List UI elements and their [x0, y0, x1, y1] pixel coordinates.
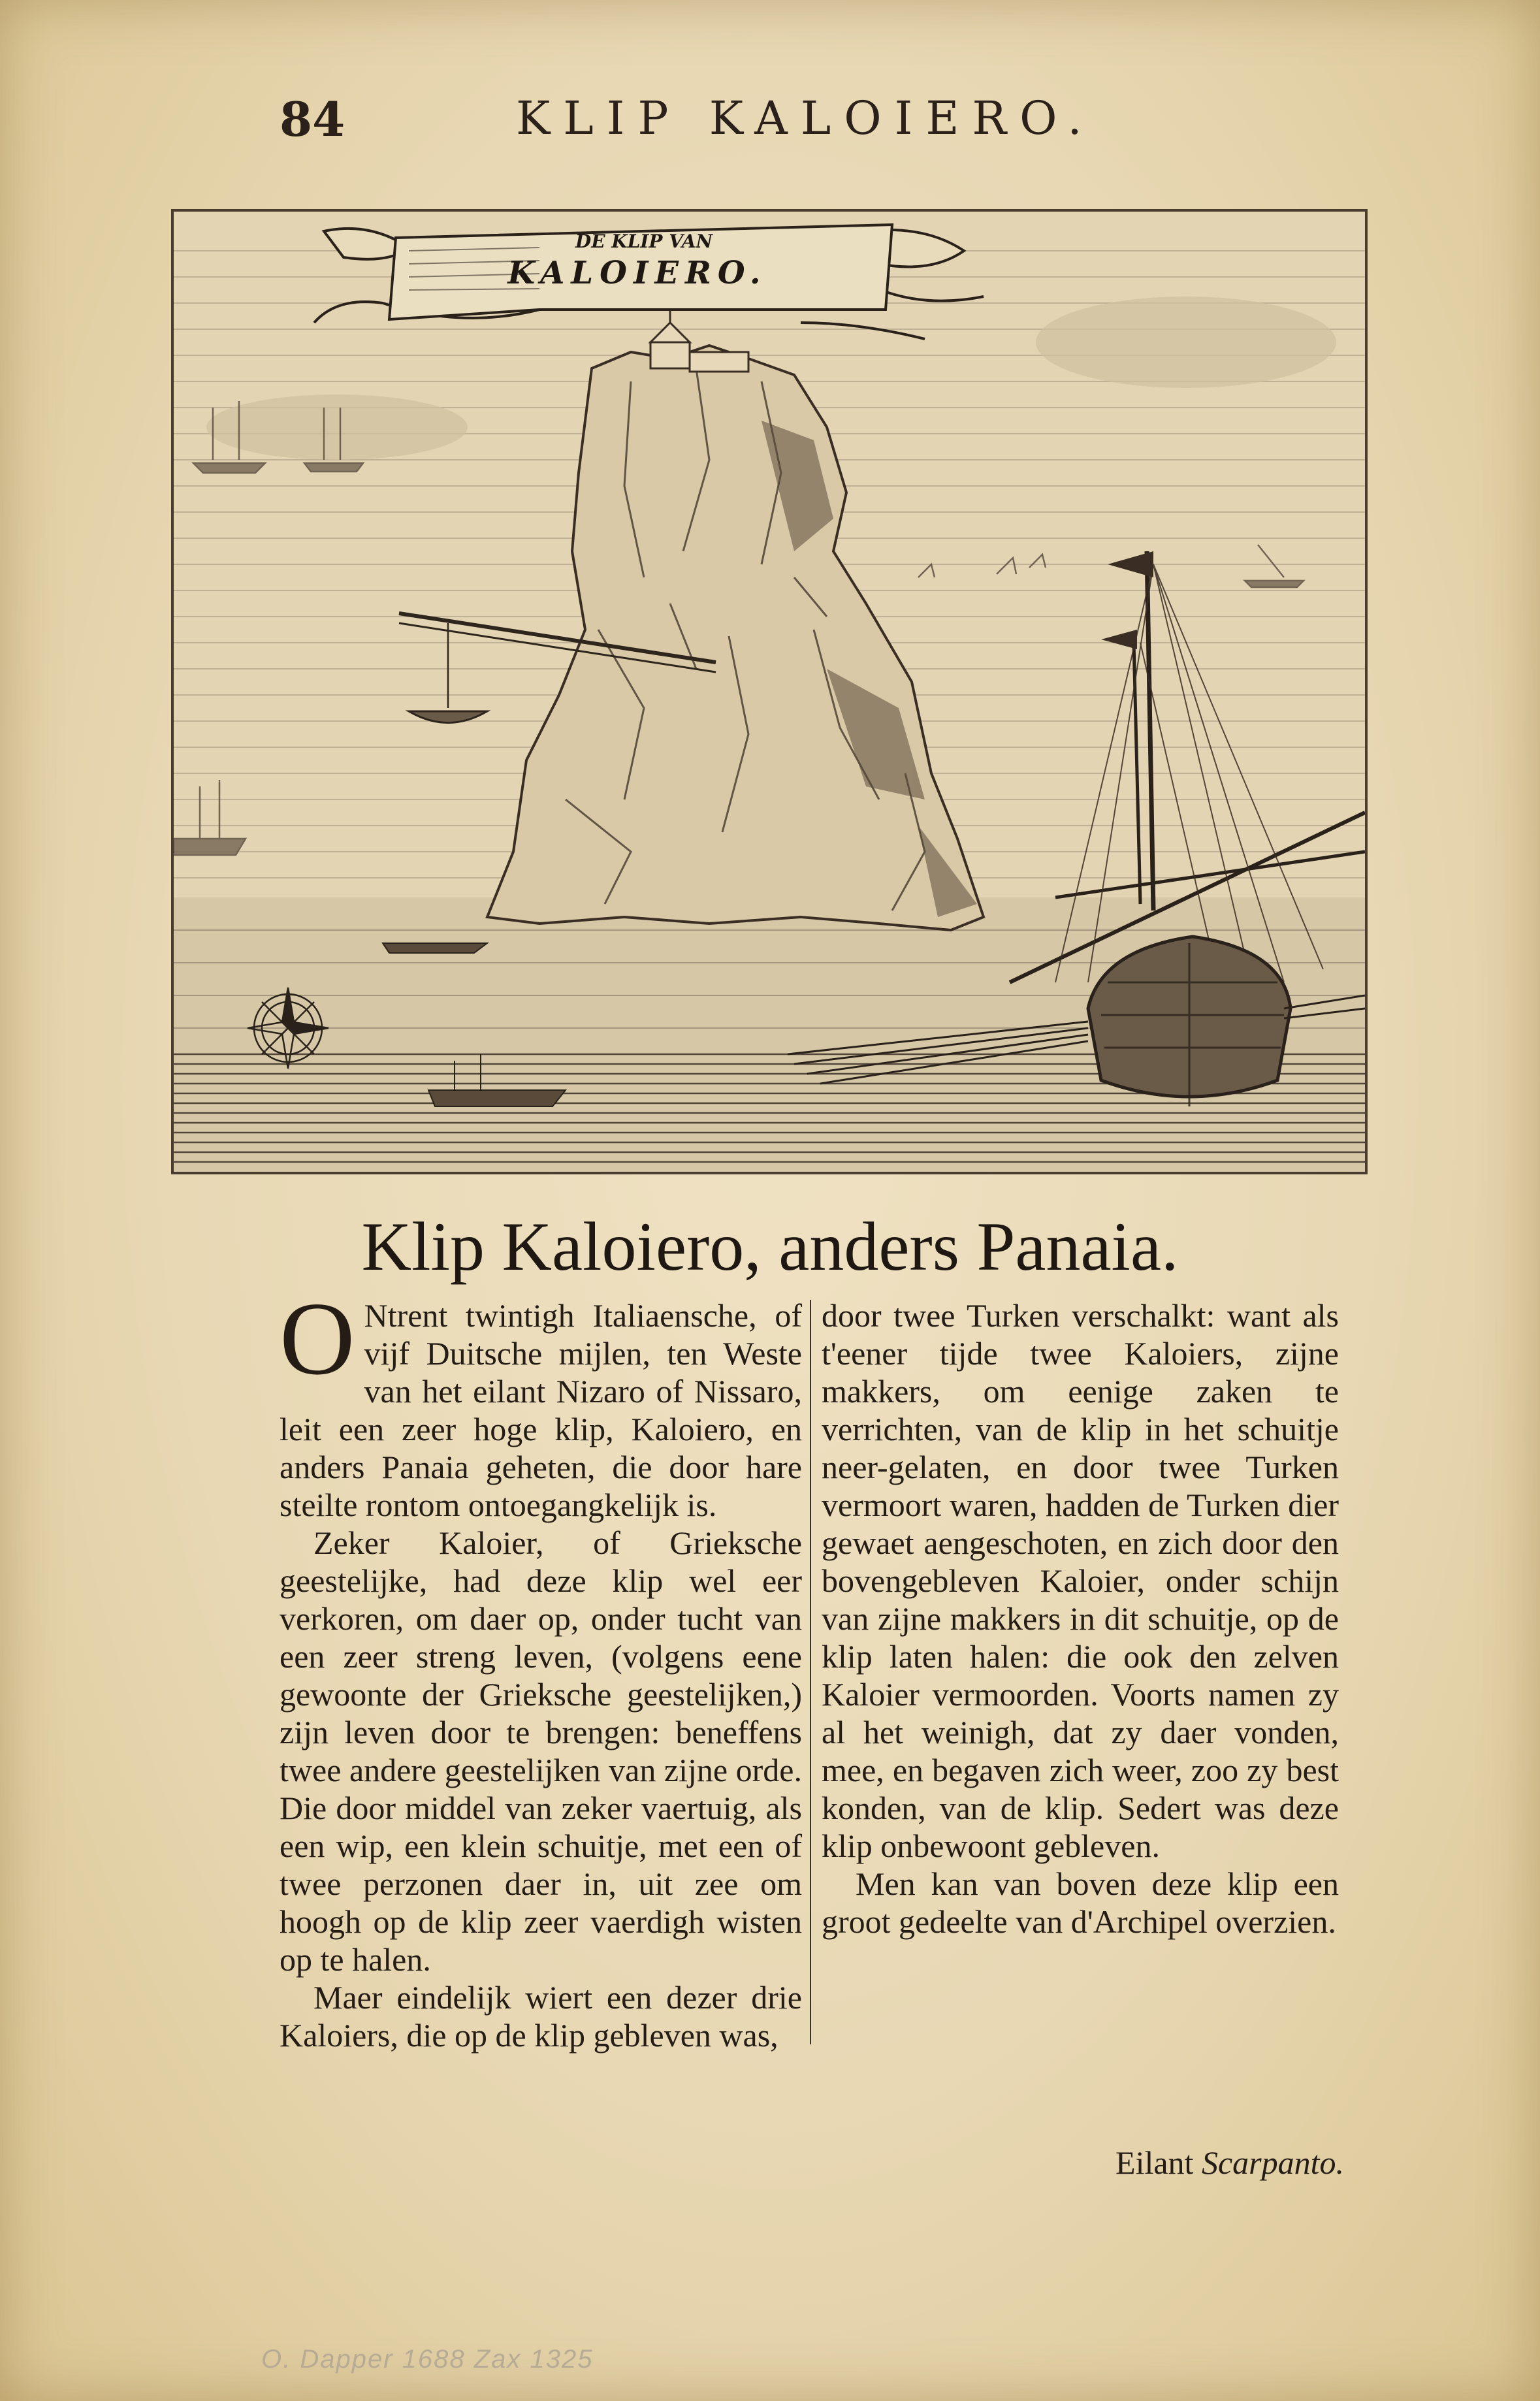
engraving-plate [171, 209, 1368, 1174]
paragraph-1: O Ntrent twintigh Italiaensche, of vijf Duitsche mijlen, ten Weste van het eilant Nizaro of Nissaro, leit een zeer hoge klip, Kaloiero, en anders Panaia geheten, die door hare steilte rontom ontoegangkelijk is. [280, 1280, 802, 1523]
engraving-illustration [174, 212, 1365, 1172]
banner-line-2: KALOIERO. [507, 255, 767, 291]
paragraph-3: Maer eindelijk wiert een dezer drie Kaloiers, die op de klip gebleven was, [280, 1979, 802, 2054]
page-number: 84 [280, 91, 345, 147]
running-title: KLIP KALOIERO. [516, 91, 1095, 145]
rock-illustration [487, 310, 984, 930]
paragraph-5: Men kan van boven deze klip een groot gedeelte van d'Archipel overzien. [822, 1865, 1339, 1940]
banner-line-1: DE KLIP VAN [575, 231, 713, 252]
catchword: Eilant Scarpanto. [1115, 2144, 1344, 2181]
column-rule [810, 1300, 811, 2044]
drop-cap: O [280, 1280, 355, 1396]
pencil-annotation: O. Dapper 1688 Zax 1325 [261, 2345, 594, 2374]
right-column [822, 1297, 1339, 1941]
left-column [280, 1280, 802, 2054]
paragraph-4: door twee Turken verschalkt: want als t'eener tijde twee Kaloiers, zijne makkers, om eenige zaken te verrichten, van de klip in het schuitje neer-gelaten, en door twee Turken vermoort waren, hadden de Turken dier gewaet aengeschoten, en zich door den bovengebleven Kaloier, onder schijn van zijne makkers in dit schuitje, op de klip laten halen: die ook den zelven Kaloier vermoorden. Voorts namen zy al het weinigh, dat zy daer vonden, mee, en begaven zich weer, zoo zy best konden, van de klip. Sedert was deze klip onbewoont gebleven. [822, 1297, 1339, 1864]
article-title: Klip Kaloiero, anders Panaia. [361, 1208, 1179, 1285]
paragraph-2: Zeker Kaloier, of Grieksche geestelijke, had deze klip wel eer verkoren, om daer op, onder tucht van een zeer streng leven, (volgens eene gewoonte der Grieksche geestelijken,) zijn leven door te brengen: beneffens twee andere geestelijken van zijne orde. Die door middel van zeker vaertuig, als een wip, een klein schuitje, met een of twee perzonen daer in, uit zee om hoogh op de klip zeer vaerdigh wisten op te halen. [280, 1524, 802, 1978]
